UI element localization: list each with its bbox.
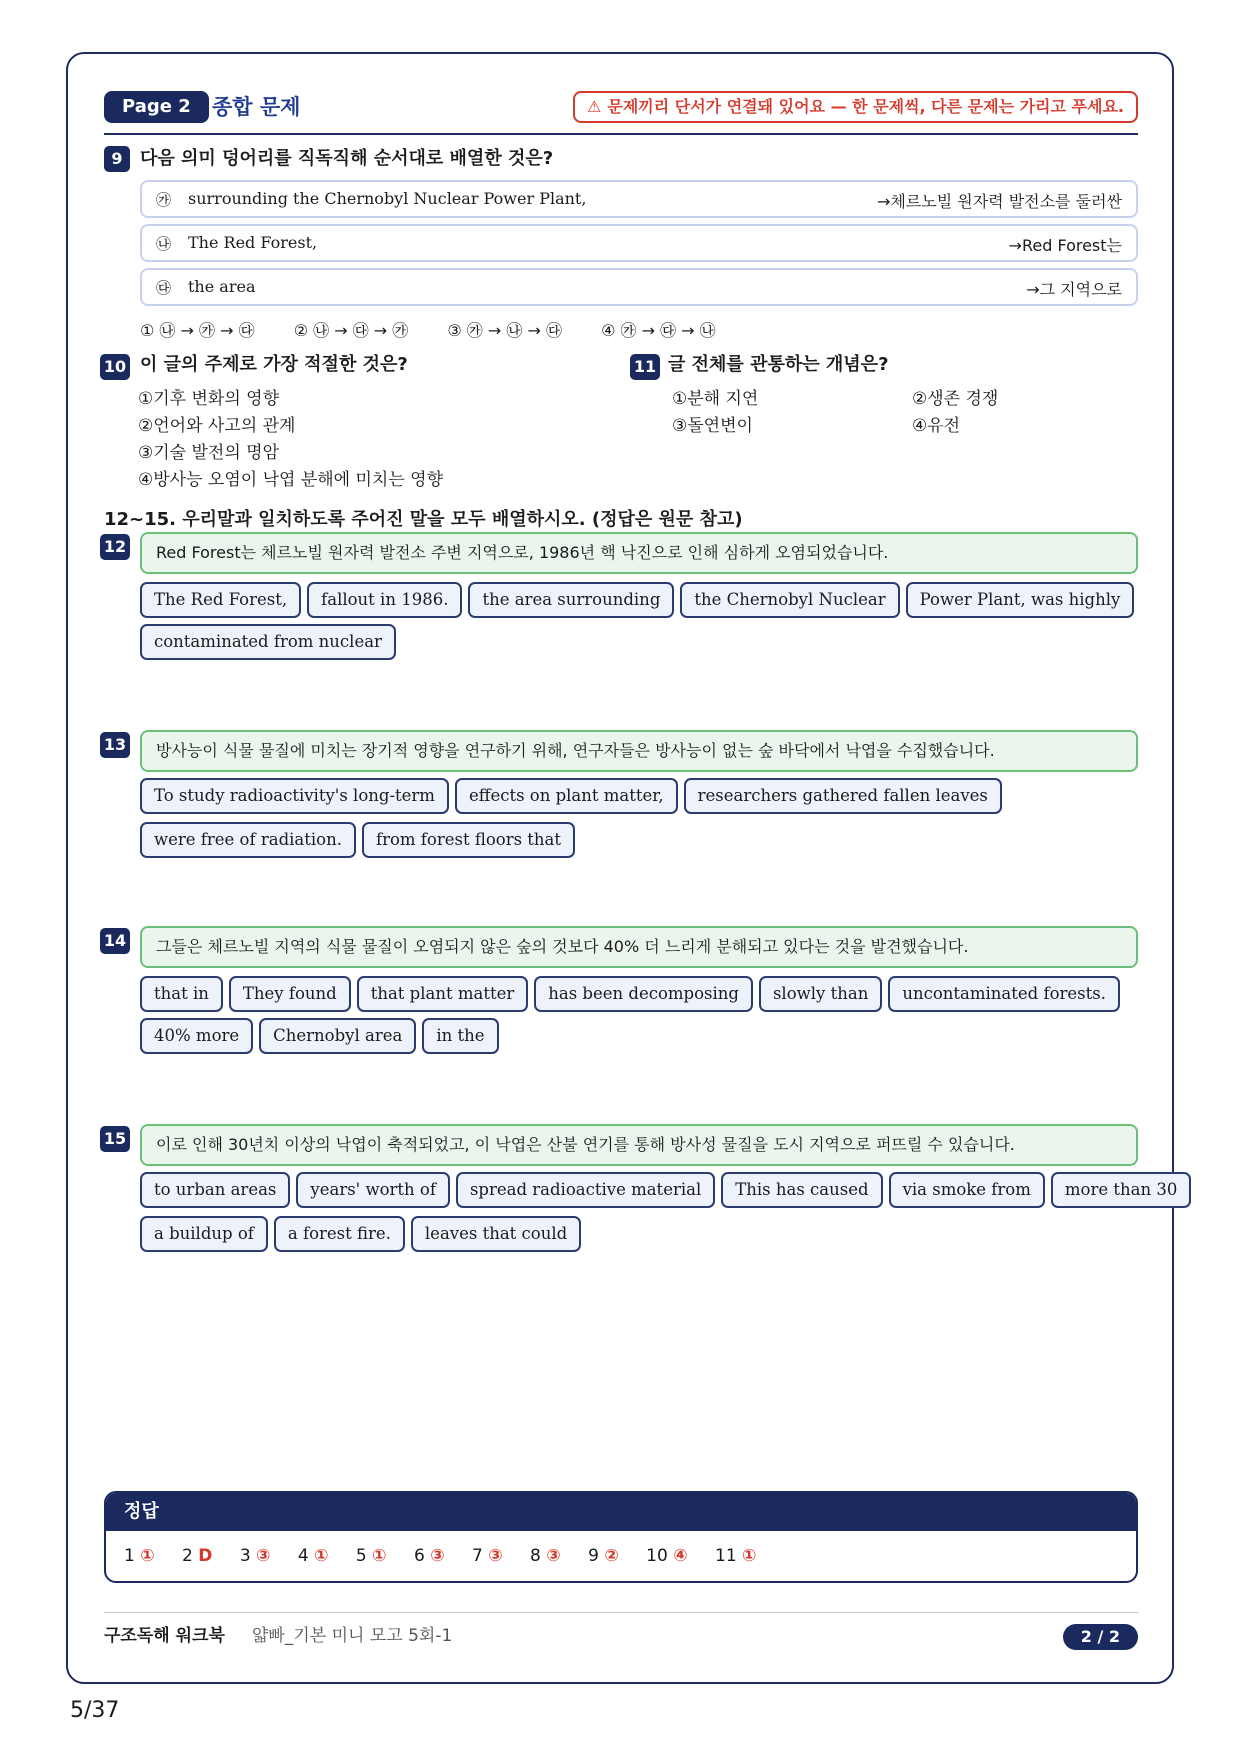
footer-subtitle: 얇빠_기본 미니 모고 5회-1 <box>252 1626 453 1646</box>
option-4[interactable]: ④방사능 오염이 낙엽 분해에 미치는 영향 <box>138 470 444 490</box>
question-number-12: 12 <box>100 534 130 560</box>
chunk-mark: ㉯ <box>156 235 172 253</box>
option-4[interactable]: ④유전 <box>912 416 961 436</box>
word-tile[interactable]: via smoke from <box>889 1172 1045 1208</box>
page-number-badge: 2 / 2 <box>1063 1624 1138 1650</box>
question-9-title: 다음 의미 덩어리를 직독직해 순서대로 배열한 것은? <box>140 148 554 169</box>
chunk-english: surrounding the Chernobyl Nuclear Power Plant, <box>188 189 587 208</box>
option-1[interactable]: ①기후 변화의 영향 <box>138 389 280 409</box>
page-label: Page 2 <box>104 91 209 123</box>
korean-sentence-13: 방사능이 식물 물질에 미치는 장기적 영향을 연구하기 위해, 연구자들은 방사능이 없는 숲 바닥에서 낙엽을 수집했습니다. <box>140 730 1138 772</box>
word-tile[interactable]: has been decomposing <box>534 976 753 1012</box>
word-tile[interactable]: a forest fire. <box>274 1216 405 1252</box>
tile-row <box>140 822 575 858</box>
word-tile[interactable]: the Chernobyl Nuclear <box>680 582 899 618</box>
word-tile[interactable]: to urban areas <box>140 1172 290 1208</box>
question-10-options <box>138 386 443 494</box>
option-2[interactable]: ② ㉯ → ㉰ → ㉮ <box>293 321 409 340</box>
answer-item: 4 ① <box>297 1546 329 1566</box>
chunk-english: The Red Forest, <box>188 233 318 252</box>
chunk-english: the area <box>188 277 256 296</box>
question-number-9: 9 <box>104 146 130 172</box>
word-tile[interactable]: uncontaminated forests. <box>888 976 1120 1012</box>
chunk-korean: →Red Forest는 <box>1008 236 1122 255</box>
sheet-counter: 5/37 <box>70 1698 120 1723</box>
footer-divider <box>104 1612 1138 1613</box>
warning-icon: ⚠ <box>587 97 602 116</box>
word-tile[interactable]: 40% more <box>140 1018 253 1054</box>
question-10-title: 이 글의 주제로 가장 적절한 것은? <box>140 354 408 375</box>
answer-item: 6 ③ <box>413 1546 445 1566</box>
option-1[interactable]: ① ㉯ → ㉮ → ㉰ <box>140 321 255 340</box>
word-tile[interactable]: were free of radiation. <box>140 822 356 858</box>
tile-row <box>140 624 396 660</box>
answer-item: 2 D <box>182 1546 213 1566</box>
word-tile[interactable]: effects on plant matter, <box>455 778 678 814</box>
answer-item: 1 ① <box>124 1546 155 1566</box>
section-title: 12~15. 우리말과 일치하도록 주어진 말을 모두 배열하시오. (정답은 원문 참고) <box>104 509 743 530</box>
answer-list <box>106 1531 1136 1581</box>
tile-row <box>140 1172 1191 1208</box>
question-number-13: 13 <box>100 732 130 758</box>
answer-item: 7 ③ <box>472 1546 503 1566</box>
word-tile[interactable]: a buildup of <box>140 1216 268 1252</box>
answer-item: 3 ③ <box>239 1546 271 1566</box>
page-title: 종합 문제 <box>212 95 301 119</box>
chunk-mark: ㉰ <box>156 279 172 297</box>
tile-row <box>140 1216 581 1252</box>
word-tile[interactable]: To study radioactivity's long-term <box>140 778 449 814</box>
word-tile[interactable]: the area surrounding <box>468 582 674 618</box>
tile-row <box>140 1018 499 1054</box>
korean-sentence-14: 그들은 체르노빌 지역의 식물 물질이 오염되지 않은 숲의 것보다 40% 더 느리게 분해되고 있다는 것을 발견했습니다. <box>140 926 1138 968</box>
word-tile[interactable]: years' worth of <box>296 1172 450 1208</box>
word-tile[interactable]: slowly than <box>759 976 882 1012</box>
chunk-ga <box>140 180 1138 218</box>
tile-row <box>140 778 1002 814</box>
answer-key <box>104 1491 1138 1583</box>
page-header <box>104 89 1138 135</box>
word-tile[interactable]: in the <box>422 1018 498 1054</box>
question-number-15: 15 <box>100 1126 130 1152</box>
word-tile[interactable]: contaminated from nuclear <box>140 624 396 660</box>
tile-row <box>140 582 1134 618</box>
answer-item: 8 ③ <box>530 1546 561 1566</box>
word-tile[interactable]: leaves that could <box>411 1216 581 1252</box>
word-tile[interactable]: that plant matter <box>357 976 529 1012</box>
question-11-title: 글 전체를 관통하는 개념은? <box>668 354 889 375</box>
warning-text: 문제끼리 단서가 연결돼 있어요 — 한 문제씩, 다른 문제는 가리고 푸세요. <box>607 97 1124 116</box>
answer-item: 11 ① <box>715 1546 757 1566</box>
option-3[interactable]: ③ ㉮ → ㉯ → ㉰ <box>447 321 562 340</box>
word-tile[interactable]: They found <box>229 976 351 1012</box>
question-9-options <box>140 320 750 342</box>
word-tile[interactable]: fallout in 1986. <box>307 582 462 618</box>
word-tile[interactable]: spread radioactive material <box>456 1172 715 1208</box>
word-tile[interactable]: Power Plant, was highly <box>906 582 1135 618</box>
chunk-da <box>140 268 1138 306</box>
korean-sentence-15: 이로 인해 30년치 이상의 낙엽이 축적되었고, 이 낙엽은 산불 연기를 통해 방사성 물질을 도시 지역으로 퍼뜨릴 수 있습니다. <box>140 1124 1138 1166</box>
answer-item: 9 ② <box>588 1546 619 1566</box>
warning-banner <box>573 91 1138 123</box>
word-tile[interactable]: more than 30 <box>1051 1172 1191 1208</box>
word-tile[interactable]: that in <box>140 976 223 1012</box>
option-2[interactable]: ②생존 경쟁 <box>912 389 999 409</box>
option-4[interactable]: ④ ㉮ → ㉰ → ㉯ <box>601 321 716 340</box>
word-tile[interactable]: researchers gathered fallen leaves <box>684 778 1002 814</box>
chunk-korean: →체르노빌 원자력 발전소를 둘러싼 <box>876 192 1122 211</box>
answer-key-title: 정답 <box>106 1493 1136 1531</box>
answer-item: 5 ① <box>355 1546 387 1566</box>
option-3[interactable]: ③돌연변이 <box>672 416 753 436</box>
option-2[interactable]: ②언어와 사고의 관계 <box>138 416 296 436</box>
word-tile[interactable]: The Red Forest, <box>140 582 301 618</box>
question-number-11: 11 <box>630 354 660 380</box>
footer-brand: 구조독해 워크북 <box>104 1626 225 1646</box>
tile-row <box>140 976 1120 1012</box>
word-tile[interactable]: This has caused <box>721 1172 882 1208</box>
answer-item: 10 ④ <box>646 1546 688 1566</box>
option-3[interactable]: ③기술 발전의 명암 <box>138 443 280 463</box>
question-number-14: 14 <box>100 928 130 954</box>
chunk-na <box>140 224 1138 262</box>
question-number-10: 10 <box>100 354 130 380</box>
word-tile[interactable]: from forest floors that <box>362 822 575 858</box>
chunk-korean: →그 지역으로 <box>1026 280 1122 299</box>
korean-sentence-12: Red Forest는 체르노빌 원자력 발전소 주변 지역으로, 1986년 핵 낙진으로 인해 심하게 오염되었습니다. <box>140 532 1138 574</box>
chunk-mark: ㉮ <box>156 191 172 209</box>
word-tile[interactable]: Chernobyl area <box>259 1018 416 1054</box>
option-1[interactable]: ①분해 지연 <box>672 389 759 409</box>
